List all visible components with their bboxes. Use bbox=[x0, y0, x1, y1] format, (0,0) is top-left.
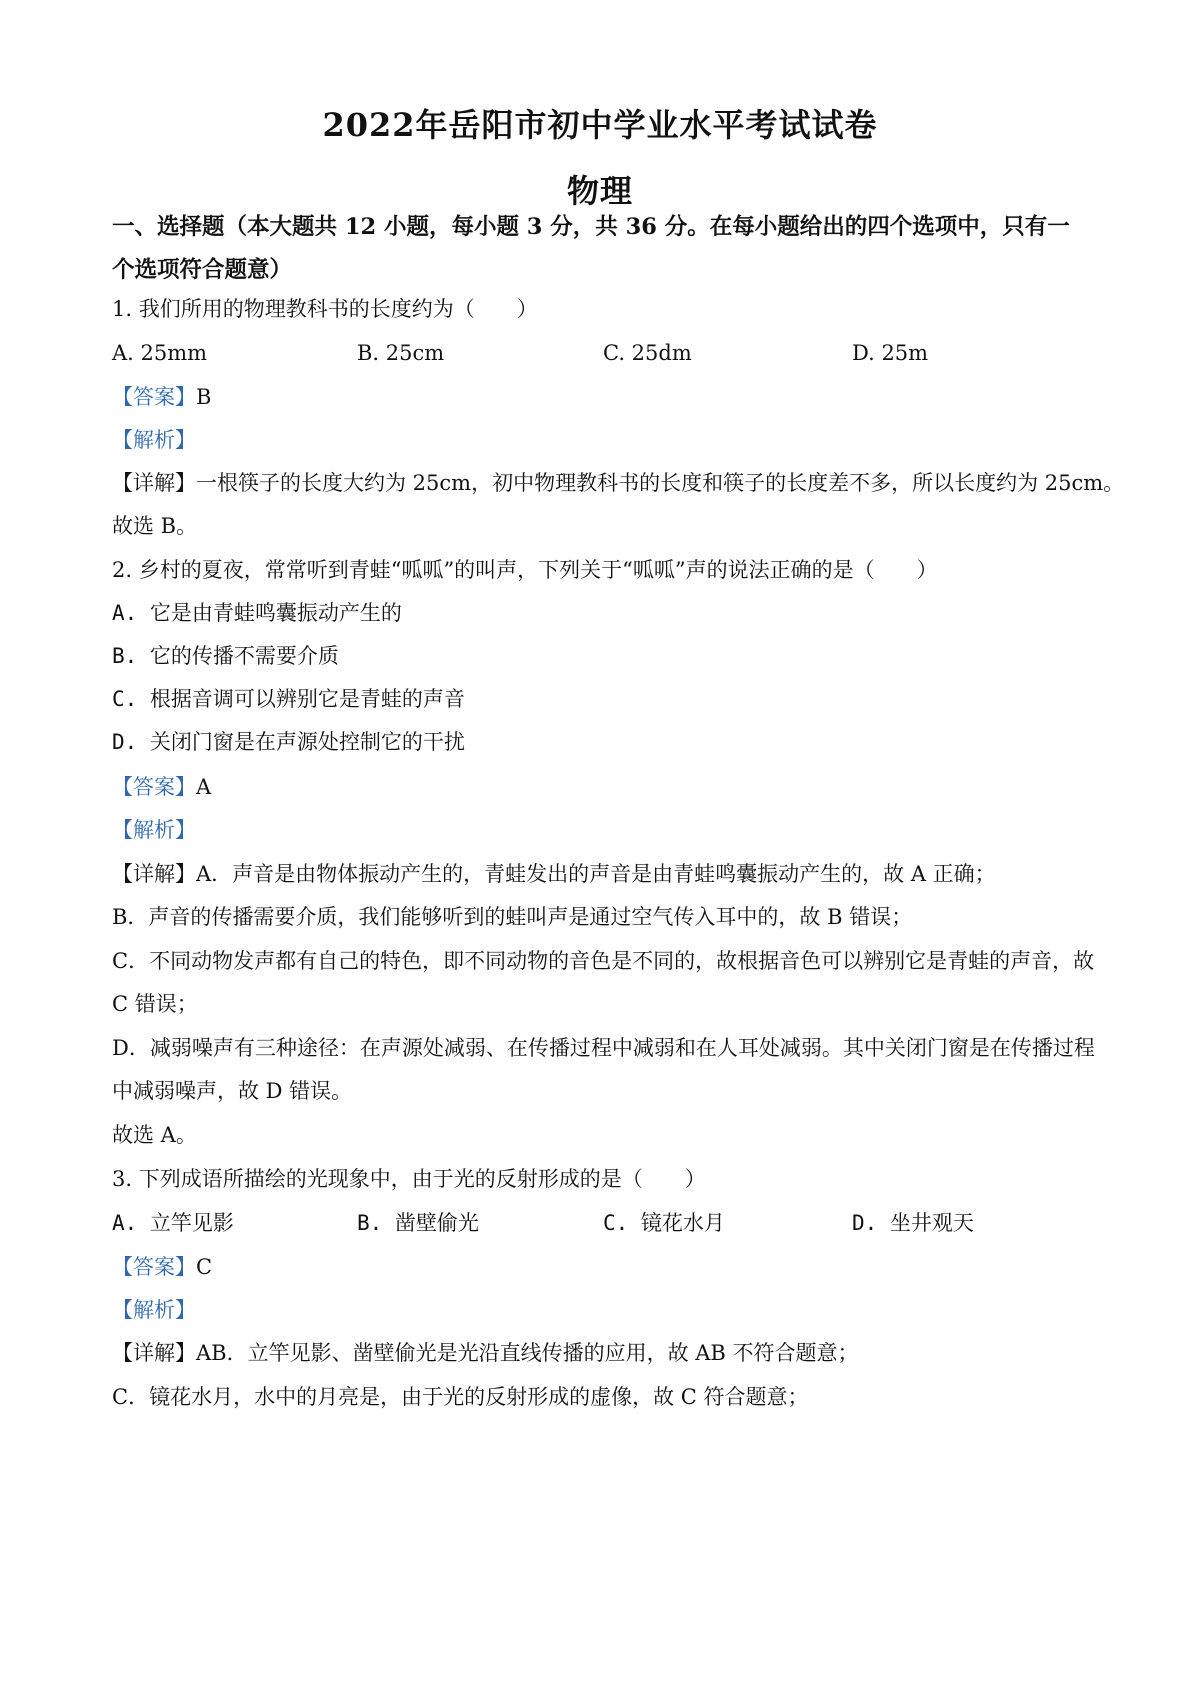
q1-option-c: C. 25dm bbox=[603, 341, 692, 365]
q2-option-a: A. 它是由青蛙鸣囊振动产生的 bbox=[112, 601, 402, 625]
q3-analysis-label: 【解析】 bbox=[112, 1298, 196, 1322]
q3-detail-line2: C．镜花水月，水中的月亮是，由于光的反射形成的虚像，故 C 符合题意； bbox=[112, 1385, 809, 1409]
answer-label: 【答案】 bbox=[112, 385, 196, 409]
q2-option-b: B. 它的传播不需要介质 bbox=[112, 644, 339, 668]
q3-detail bbox=[112, 1338, 1102, 1368]
answer-label: 【答案】 bbox=[112, 1255, 196, 1279]
q1-option-b: B. 25cm bbox=[357, 341, 445, 365]
q2-detail-line6: 中减弱噪声，故 D 错误。 bbox=[112, 1079, 353, 1103]
q3-stem: 3. 下列成语所描绘的光现象中，由于光的反射形成的是（ ） bbox=[112, 1167, 706, 1191]
q1-detail bbox=[112, 468, 1125, 498]
q1-option-a: A. 25mm bbox=[112, 341, 208, 365]
q2-stem: 2. 乡村的夏夜，常常听到青蛙“呱呱”的叫声，下列关于“呱呱”声的说法正确的是（ ） bbox=[112, 558, 938, 582]
q3-detail-text: AB．立竿见影、凿壁偷光是光沿直线传播的应用，故 AB 不符合题意； bbox=[196, 1341, 859, 1365]
q1-answer bbox=[112, 382, 1102, 412]
q2-answer-value: A bbox=[196, 775, 212, 799]
q3-answer bbox=[112, 1252, 1102, 1282]
q2-detail bbox=[112, 859, 1102, 889]
q2-answer bbox=[112, 772, 1102, 802]
section-heading-line1: 一、选择题（本大题共 12 小题，每小题 3 分，共 36 分。在每小题给出的四个选项中，只有一 bbox=[112, 214, 1070, 240]
section-heading-line2: 个选项符合题意） bbox=[112, 257, 293, 283]
q3-answer-value: C bbox=[196, 1255, 213, 1279]
q2-conclusion: 故选 A。 bbox=[112, 1123, 197, 1147]
detail-label: 【详解】 bbox=[112, 862, 196, 886]
q1-analysis-label: 【解析】 bbox=[112, 428, 196, 452]
q2-option-c: C. 根据音调可以辨别它是青蛙的声音 bbox=[112, 687, 465, 711]
q1-option-d: D. 25m bbox=[852, 341, 929, 365]
q1-detail-text: 一根筷子的长度大约为 25cm，初中物理教科书的长度和筷子的长度差不多，所以长度约为 25cm。 bbox=[196, 471, 1125, 495]
q2-analysis-label: 【解析】 bbox=[112, 818, 196, 842]
subject-title: 物理 bbox=[566, 172, 633, 210]
q2-detail-line4: C 错误； bbox=[112, 992, 198, 1016]
detail-label: 【详解】 bbox=[112, 1341, 196, 1365]
q2-detail-line2: B．声音的传播需要介质，我们能够听到的蛙叫声是通过空气传入耳中的，故 B 错误； bbox=[112, 905, 913, 929]
answer-label: 【答案】 bbox=[112, 775, 196, 799]
q1-answer-value: B bbox=[196, 385, 212, 409]
q2-option-d: D. 关闭门窗是在声源处控制它的干扰 bbox=[112, 730, 465, 754]
q2-detail-text: A．声音是由物体振动产生的，青蛙发出的声音是由青蛙鸣囊振动产生的，故 A 正确； bbox=[196, 862, 996, 886]
q1-conclusion: 故选 B。 bbox=[112, 514, 198, 538]
q3-option-d: D. 坐井观天 bbox=[852, 1211, 974, 1235]
q3-option-b: B. 凿壁偷光 bbox=[357, 1211, 479, 1235]
q2-detail-line5: D．减弱噪声有三种途径：在声源处减弱、在传播过程中减弱和在人耳处减弱。其中关闭门窗是在传播过程 bbox=[112, 1036, 1095, 1060]
q2-detail-line3: C．不同动物发声都有自己的特色，即不同动物的音色是不同的，故根据音色可以辨别它是青蛙的声音，故 bbox=[112, 949, 1095, 973]
exam-title: 2022年岳阳市初中学业水平考试试卷 bbox=[322, 106, 878, 144]
detail-label: 【详解】 bbox=[112, 471, 196, 495]
q1-stem: 1. 我们所用的物理教科书的长度约为（ ） bbox=[112, 297, 538, 321]
q3-option-a: A. 立竿见影 bbox=[112, 1211, 234, 1235]
q3-option-c: C. 镜花水月 bbox=[603, 1211, 725, 1235]
